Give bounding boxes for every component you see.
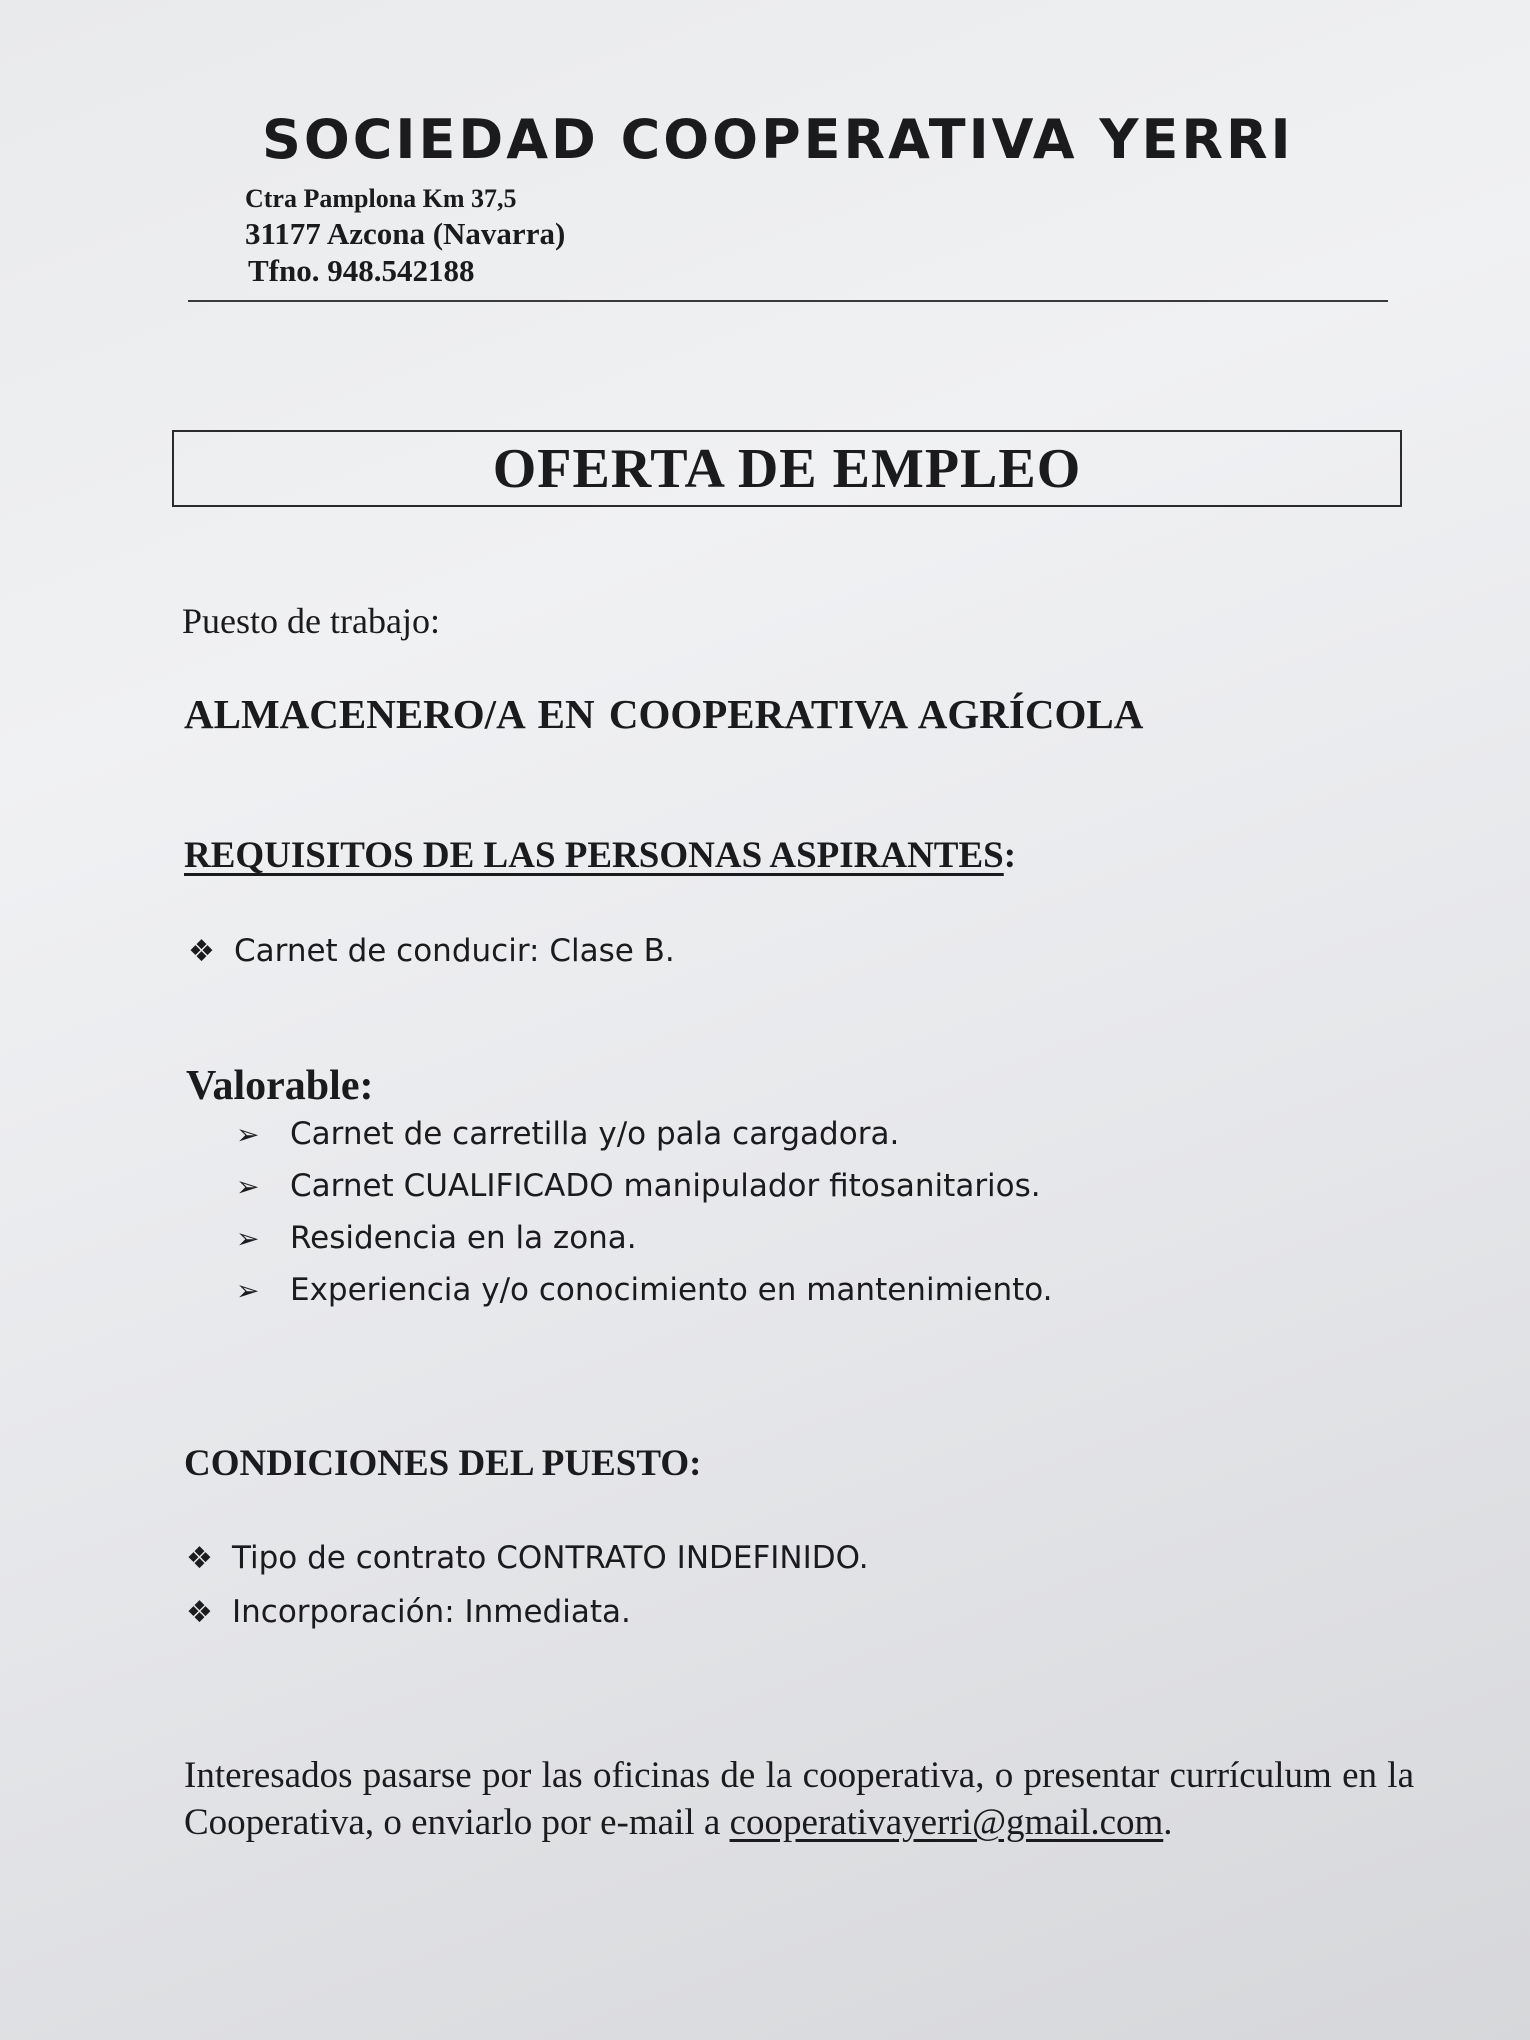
arrow-bullet-icon: ➢ (236, 1169, 260, 1203)
arrow-bullet-icon: ➢ (236, 1273, 260, 1307)
contact-end: . (1163, 1802, 1173, 1843)
valued-text: Residencia en la zona. (290, 1220, 637, 1256)
requirements-heading-colon: : (1003, 835, 1017, 876)
title-box (172, 430, 1402, 507)
contact-text: Interesados pasarse por las oficinas de la cooperativa, o presentar currículum en la Cooperativa, o enviarlo por e-mail a (184, 1755, 1414, 1843)
condition-text: Tipo de contrato CONTRATO INDEFINIDO. (232, 1540, 869, 1576)
valued-heading: Valorable: (186, 1063, 374, 1109)
requirement-text: Carnet de conducir: Clase B. (234, 933, 675, 969)
conditions-heading: CONDICIONES DEL PUESTO: (184, 1443, 702, 1484)
condition-text: Incorporación: Inmediata. (232, 1594, 631, 1630)
valued-text: Experiencia y/o conocimiento en mantenimiento. (290, 1272, 1053, 1308)
company-address-city: 31177 Azcona (Navarra) (245, 216, 566, 251)
diamond-bullet-icon: ❖ (186, 1540, 213, 1576)
requirements-heading (184, 834, 1016, 877)
valued-item (236, 1168, 1041, 1204)
company-phone: Tfno. 948.542188 (248, 253, 475, 288)
diamond-bullet-icon: ❖ (188, 933, 215, 969)
contact-paragraph (184, 1752, 1414, 1846)
valued-text: Carnet de carretilla y/o pala cargadora. (290, 1116, 900, 1152)
arrow-bullet-icon: ➢ (236, 1221, 260, 1255)
diamond-bullet-icon: ❖ (186, 1594, 213, 1630)
condition-item (186, 1594, 631, 1630)
arrow-bullet-icon: ➢ (236, 1117, 260, 1151)
company-name: SOCIEDAD COOPERATIVA YERRI (262, 108, 1294, 171)
condition-item (186, 1540, 869, 1576)
job-label: Puesto de trabajo: (182, 601, 440, 641)
requirements-heading-text: REQUISITOS DE LAS PERSONAS ASPIRANTES (184, 835, 1004, 876)
contact-email-link[interactable]: cooperativayerri@gmail.com (729, 1802, 1164, 1843)
valued-item (236, 1116, 899, 1152)
page-title: OFERTA DE EMPLEO (492, 437, 1082, 500)
valued-text: Carnet CUALIFICADO manipulador fitosanitarios. (290, 1168, 1041, 1204)
valued-item (236, 1220, 637, 1256)
requirement-item (188, 933, 675, 969)
job-position: ALMACENERO/A EN COOPERATIVA AGRÍCOLA (184, 691, 1144, 737)
company-address-street: Ctra Pamplona Km 37,5 (245, 184, 517, 213)
valued-item (236, 1272, 1053, 1308)
header-divider (188, 300, 1388, 302)
